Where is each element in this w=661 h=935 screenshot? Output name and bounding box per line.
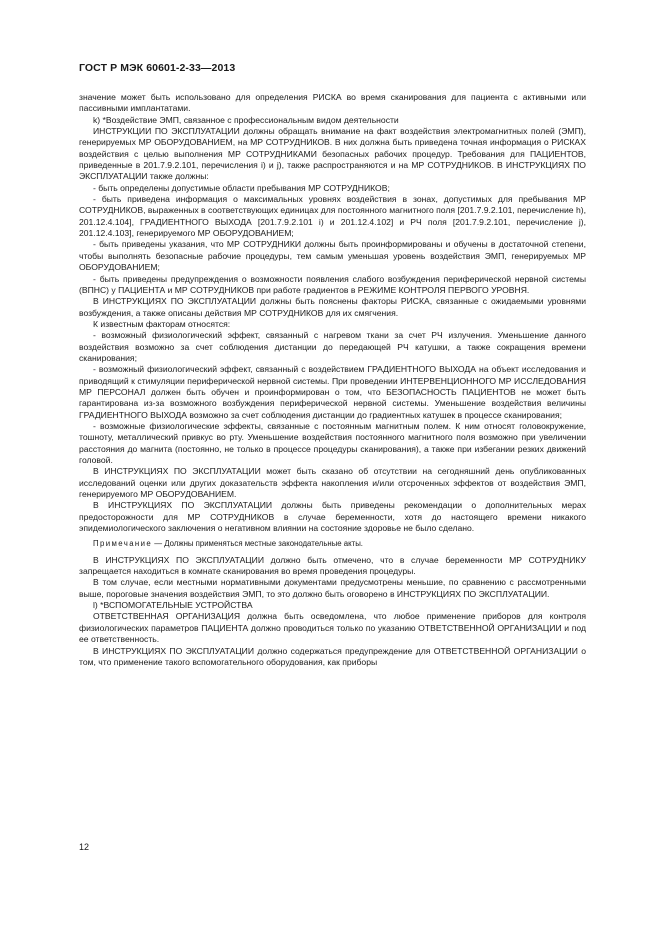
- paragraph: ОТВЕТСТВЕННАЯ ОРГАНИЗАЦИЯ должна быть осведомлена, что любое применение приборов для контроля физиологических параметров ПАЦИЕНТА должно проводиться только по указанию ОТВЕТСТВЕННОЙ ОРГАНИЗАЦИИ и под ее ответственность.: [79, 611, 586, 645]
- paragraph: В ИНСТРУКЦИЯХ ПО ЭКСПЛУАТАЦИИ должны быть приведены рекомендации о дополнительных мерах предосторожности для МР СОТРУДНИКОВ в случае беременности, хотя до настоящего времени никакого эпидемиологического заключения о негативном влиянии на состояние здоровье не было сделано.: [79, 500, 586, 534]
- list-item: - быть приведены предупреждения о возможности появления слабого возбуждения периферической нервной системы (ВПНС) у ПАЦИЕНТА и МР СОТРУДНИКОВ при работе градиентов в РЕЖИМЕ КОНТРОЛЯ ПЕРВОГО УРОВНЯ.: [79, 273, 586, 295]
- paragraph: значение может быть использовано для определения РИСКА во время сканирования для пациента с активными или пассивными имплантатами.: [79, 92, 586, 114]
- paragraph: В ИНСТРУКЦИЯХ ПО ЭКСПЛУАТАЦИИ может быть сказано об отсутствии на сегодняшний день опубликованных исследований оценки или других доказательств эффекта накопления и/или отсроченных эффектов от воздействия ЭМП, генерируемого МР ОБОРУДОВАНИЕМ.: [79, 466, 586, 500]
- page-number: 12: [79, 842, 90, 852]
- paragraph: В ИНСТРУКЦИЯХ ПО ЭКСПЛУАТАЦИИ должно быть отмечено, что в случае беременности МР СОТРУДНИКУ запрещается находиться в комнате сканирования во время проведения процедуры.: [79, 554, 586, 577]
- paragraph: В ИНСТРУКЦИЯХ ПО ЭКСПЛУАТАЦИИ должны быть пояснены факторы РИСКА, связанные с ожидаемыми уровнями возбуждения, а также описаны действия МР СОТРУДНИКОВ для их смягчения.: [79, 296, 586, 318]
- note-text: — Должны применяться местные законодательные акты.: [152, 539, 363, 549]
- note: [79, 538, 586, 549]
- list-item: - быть приведена информация о максимальных уровнях воздействия в зонах, допустимых для пребывания МР СОТРУДНИКОВ, выраженных в соответствующих единицах для постоянного магнитного поля [201.7.9.2.101, перечисление h), 201.12.4.104], ГРАДИЕНТНОГО ВЫХОДА [201.7.9.2.101 i) и 201.12.4.102] и РЧ поля [201.7.9.2.101, перечисление j), 201.12.4.103], генерируемого МР ОБОРУДОВАНИЕМ;: [79, 194, 586, 239]
- document-header: ГОСТ Р МЭК 60601-2-33—2013: [79, 62, 236, 74]
- list-item: - возможные физиологические эффекты, связанные с постоянным магнитным полем. К ним относят головокружение, тошноту, металлический привкус во рту. Уменьшение воздействия постоянного магнитного поля возможно при увеличении расстояния до магнита (постоянно, не только в процессе процедуры сканирования), а также при избегании резких движений головой.: [79, 420, 586, 465]
- list-item: - возможный физиологический эффект, связанный с нагревом ткани за счет РЧ излучения. Уменьшение данного воздействия возможно за счет соблюдения дистанции до передающей РЧ катушки, а также сокращения времени сканирования;: [79, 330, 586, 363]
- body-text: [79, 92, 586, 668]
- paragraph: В том случае, если местными нормативными документами предусмотрены меньшие, по сравнению с рассмотренными выше, пороговые значения воздействия ЭМП, то это должно быть оговорено в ИНСТРУКЦИЯХ ПО ЭКСПЛУАТАЦИИ.: [79, 577, 586, 599]
- paragraph: ИНСТРУКЦИИ ПО ЭКСПЛУАТАЦИИ должны обращать внимание на факт воздействия электромагнитных полей (ЭМП), генерируемых МР ОБОРУДОВАНИЕМ, на МР СОТРУДНИКОВ. В них должна быть приведена точная информация о РИСКАХ воздействия с целью выполнения МР СОТРУДНИКАМИ безопасных рабочих процедур. Требования для ПАЦИЕНТОВ, приведенные в 201.7.9.2.101, перечисления i) и j), также распространяются и на МР СОТРУДНИКОВ. В ИНСТРУКЦИЯХ ПО ЭКСПЛУАТАЦИИ также должны:: [79, 126, 586, 182]
- section-heading-l: l) *ВСПОМОГАТЕЛЬНЫЕ УСТРОЙСТВА: [93, 600, 253, 611]
- list-item: - возможный физиологический эффект, связанный с воздействием ГРАДИЕНТНОГО ВЫХОДА на объект исследования и приводящий к стимуляции периферической нервной системы. При проведении ИНТЕРВЕНЦИОННОГО МР ИССЛЕДОВАНИЯ МР ПЕРСОНАЛ должен быть обучен и проинформирован о том, что БЕЗОПАСНОСТЬ ПАЦИЕНТОВ не может быть гарантирована из-за возможного возбуждения периферической нервной системы. Уменьшение воздействия величины ГРАДИЕНТНОГО ВЫХОДА возможно за счет соблюдения дистанции до градиентных катушек в процессе сканирования;: [79, 364, 586, 420]
- paragraph: В ИНСТРУКЦИЯХ ПО ЭКСПЛУАТАЦИИ должно содержаться предупреждение для ОТВЕТСТВЕННОЙ ОРГАНИЗАЦИИ о том, что применение такого вспомогательного оборудования, как приборы: [79, 645, 586, 667]
- section-heading-k: k) *Воздействие ЭМП, связанное с профессиональным видом деятельности: [93, 114, 399, 125]
- note-label: Примечание: [93, 539, 153, 549]
- paragraph: К известным факторам относятся:: [93, 318, 231, 329]
- list-item: - быть определены допустимые области пребывания МР СОТРУДНИКОВ;: [93, 182, 390, 193]
- list-item: - быть приведены указания, что МР СОТРУДНИКИ должны быть проинформированы и обучены в достаточной степени, чтобы выполнять безопасные рабочие процедуры, тем самым уменьшая уровень воздействия ЭМП, генерируемых МР ОБОРУДОВАНИЕМ;: [79, 239, 586, 273]
